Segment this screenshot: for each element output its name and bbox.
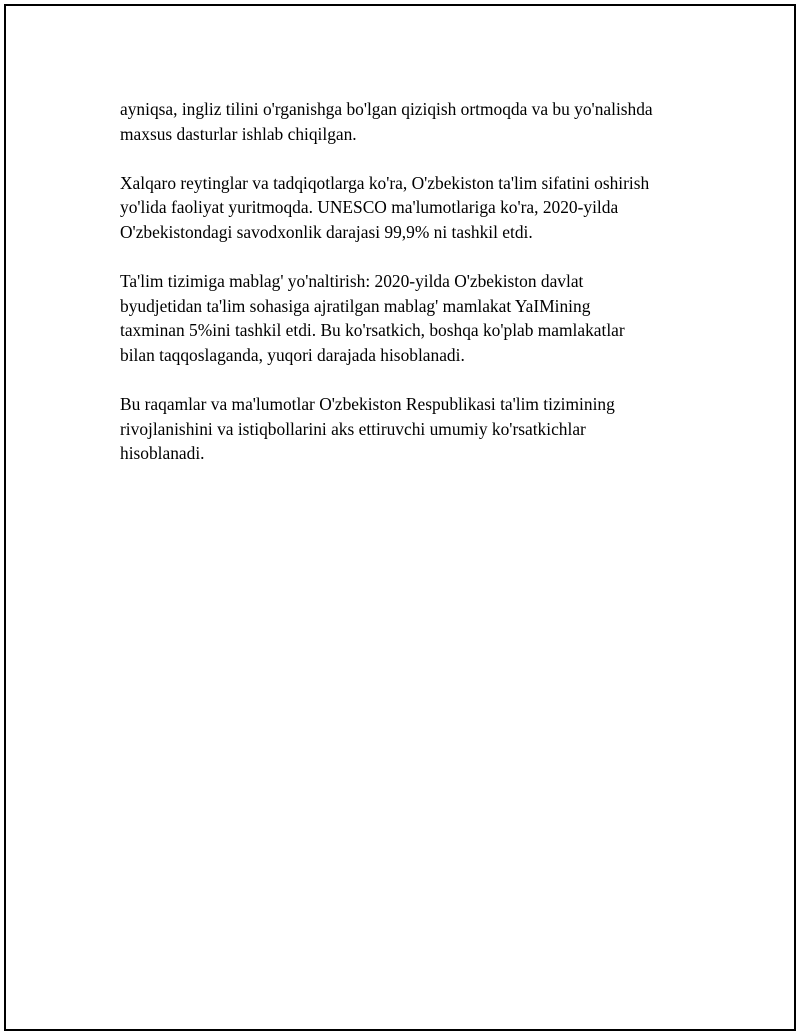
text-line: Ta'lim tizimiga mablag' yo'naltirish: 2020-yilda O'zbekiston davlat [120, 271, 584, 292]
paragraph-international-ratings [120, 171, 720, 245]
text-line: taxminan 5%ini tashkil etdi. Bu ko'rsatkich, boshqa ko'plab mamlakatlar [120, 320, 625, 341]
text-line: O'zbekistondagi savodxonlik darajasi 99,9% ni tashkil etdi. [120, 221, 533, 242]
text-line: hisoblanadi. [120, 443, 205, 464]
text-line: bilan taqqoslaganda, yuqori darajada hisoblanadi. [120, 344, 465, 365]
paragraph-continuation [120, 97, 720, 146]
text-line: byudjetidan ta'lim sohasiga ajratilgan mablag' mamlakat YaIMining [120, 295, 591, 316]
document-body [120, 97, 720, 491]
text-line: ayniqsa, ingliz tilini o'rganishga bo'lgan qiziqish ortmoqda va bu yo'nalishda [120, 99, 653, 119]
text-line: Xalqaro reytinglar va tadqiqotlarga ko'ra, O'zbekiston ta'lim sifatini oshirish [120, 172, 650, 193]
text-line: Bu raqamlar va ma'lumotlar O'zbekiston Respublikasi ta'lim tizimining [120, 394, 615, 415]
paragraph-education-funding [120, 269, 720, 367]
text-line: rivojlanishini va istiqbollarini aks ettiruvchi umumiy ko'rsatkichlar [120, 418, 586, 439]
text-line: maxsus dasturlar ishlab chiqilgan. [120, 123, 357, 144]
paragraph-summary [120, 392, 720, 466]
text-line: yo'lida faoliyat yuritmoqda. UNESCO ma'lumotlariga ko'ra, 2020-yilda [120, 197, 619, 218]
document-page [4, 4, 796, 1031]
